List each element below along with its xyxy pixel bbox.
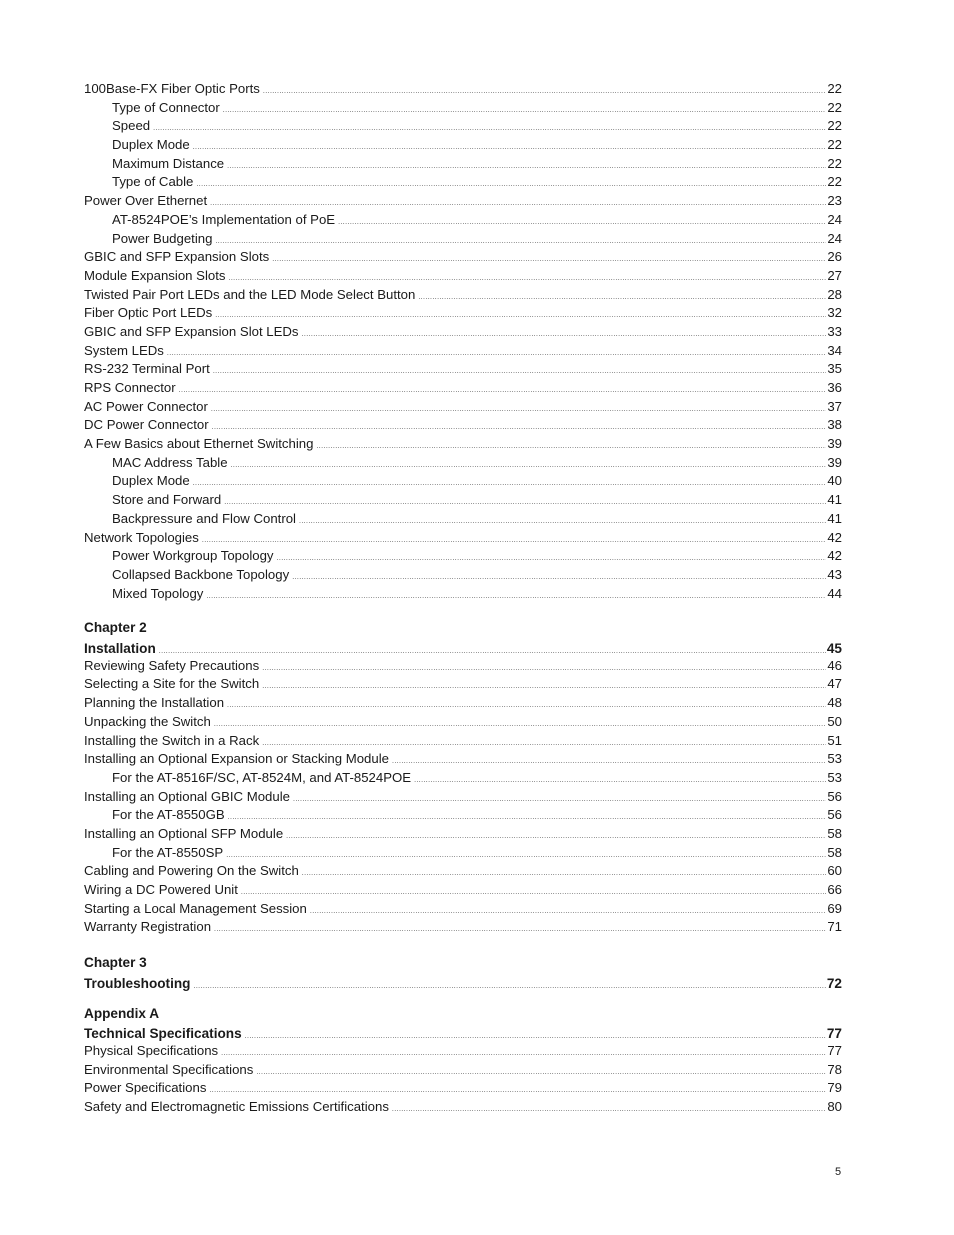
dot-leader	[299, 513, 826, 532]
dot-leader	[231, 457, 827, 476]
dot-leader	[418, 289, 826, 308]
toc-entry-title: Reviewing Safety Precautions	[84, 657, 260, 673]
toc-entry-title: Power Budgeting	[112, 230, 213, 246]
toc-entry-title: A Few Basics about Ethernet Switching	[84, 436, 314, 452]
toc-section-appendix-a	[84, 1042, 842, 1117]
dot-leader	[215, 307, 826, 326]
toc-entry[interactable]	[84, 713, 842, 732]
toc-entry[interactable]	[84, 750, 842, 769]
toc-entry-title: MAC Address Table	[112, 454, 228, 470]
toc-entry-title: Twisted Pair Port LEDs and the LED Mode Select Button	[84, 286, 416, 302]
toc-entry-page: 42	[827, 548, 842, 564]
toc-entry-title: 100Base-FX Fiber Optic Ports	[84, 81, 260, 96]
toc-entry-page: 42	[827, 529, 842, 545]
dot-leader	[338, 214, 826, 233]
toc-entry-page: 22	[827, 155, 842, 171]
toc-entry-title: Store and Forward	[112, 492, 222, 508]
dot-leader	[277, 550, 827, 569]
toc-entry[interactable]	[84, 155, 842, 174]
toc-section-chapter-2	[84, 657, 842, 937]
toc-entry-title: GBIC and SFP Expansion Slots	[84, 249, 270, 265]
toc-entry-title: Power Over Ethernet	[84, 193, 208, 209]
toc-entry-title: Installation	[84, 640, 156, 656]
toc-entry[interactable]	[84, 585, 842, 604]
toc-entry[interactable]	[84, 1042, 842, 1061]
dot-leader	[310, 903, 826, 922]
toc-entry-page: 77	[826, 1026, 842, 1042]
toc-entry[interactable]	[84, 1079, 842, 1098]
toc-entry-title: System LEDs	[84, 342, 164, 358]
dot-leader	[316, 438, 826, 457]
table-of-contents	[84, 80, 842, 1117]
toc-entry[interactable]	[84, 788, 842, 807]
toc-entry-page: 23	[827, 193, 842, 209]
toc-entry-page: 22	[827, 81, 842, 96]
toc-entry-title: Wiring a DC Powered Unit	[84, 882, 238, 897]
appendix-a-title-entry[interactable]	[84, 1025, 842, 1042]
dot-leader	[241, 884, 826, 903]
chapter-2-label: Chapter 2	[84, 620, 147, 636]
toc-entry-page: 58	[827, 844, 842, 860]
toc-entry[interactable]	[84, 900, 842, 919]
toc-entry[interactable]	[84, 286, 842, 305]
toc-entry-page: 26	[827, 249, 842, 265]
toc-entry[interactable]	[84, 881, 842, 900]
dot-leader	[214, 921, 826, 940]
toc-entry[interactable]	[84, 472, 842, 491]
toc-entry[interactable]	[84, 173, 842, 192]
dot-leader	[392, 1101, 826, 1120]
toc-entry-page: 79	[827, 1080, 842, 1096]
chapter-3-title-entry[interactable]	[84, 975, 842, 992]
toc-entry-title: Physical Specifications	[84, 1043, 219, 1059]
dot-leader	[272, 251, 826, 270]
dot-leader	[215, 233, 826, 252]
toc-entry[interactable]	[84, 844, 842, 863]
toc-entry-page: 69	[827, 900, 842, 916]
toc-entry-title: For the AT-8550SP	[112, 844, 224, 860]
toc-entry[interactable]	[84, 694, 842, 713]
toc-entry-page: 48	[827, 695, 842, 711]
toc-entry-page: 56	[827, 788, 842, 804]
toc-entry-page: 44	[827, 585, 842, 601]
toc-entry[interactable]	[84, 1098, 842, 1117]
toc-entry-title: Planning the Installation	[84, 695, 225, 711]
toc-entry-title: Power Workgroup Topology	[112, 548, 274, 564]
toc-entry[interactable]	[84, 342, 842, 361]
toc-entry-title: Selecting a Site for the Switch	[84, 676, 260, 692]
toc-entry-page: 38	[827, 417, 842, 433]
toc-entry-title: AT-8524POE’s Implementation of PoE	[112, 211, 336, 227]
toc-entry-page: 40	[827, 473, 842, 489]
dot-leader	[167, 345, 826, 364]
toc-entry-page: 46	[827, 657, 842, 673]
dot-leader	[193, 139, 827, 158]
dot-leader	[302, 326, 827, 345]
toc-entry-title: RS-232 Terminal Port	[84, 361, 210, 377]
toc-entry-title: Collapsed Backbone Topology	[112, 566, 290, 582]
page-number: 5	[835, 1166, 842, 1178]
toc-entry-page: 24	[827, 211, 842, 227]
toc-entry[interactable]	[84, 416, 842, 435]
toc-entry-page: 43	[827, 566, 842, 582]
toc-entry-page: 37	[827, 398, 842, 414]
toc-entry[interactable]	[84, 192, 842, 211]
toc-entry-title: For the AT-8550GB	[112, 807, 225, 823]
dot-leader	[211, 401, 826, 420]
toc-entry-page: 32	[827, 305, 842, 321]
toc-entry[interactable]	[84, 80, 842, 99]
toc-entry[interactable]	[84, 323, 842, 342]
toc-section-intro	[84, 80, 842, 603]
dot-leader	[202, 532, 826, 551]
toc-entry-page: 41	[827, 510, 842, 526]
toc-entry-page: 47	[827, 676, 842, 692]
toc-entry-page: 51	[827, 732, 842, 748]
dot-leader	[262, 660, 826, 679]
toc-entry[interactable]	[84, 211, 842, 230]
toc-entry-title: Duplex Mode	[112, 137, 190, 153]
chapter-2-title-entry[interactable]	[84, 640, 842, 657]
toc-entry[interactable]	[84, 675, 842, 694]
dot-leader	[227, 158, 826, 177]
dot-leader	[213, 363, 827, 382]
toc-entry-title: Warranty Registration	[84, 919, 212, 935]
toc-entry-page: 60	[827, 863, 842, 879]
toc-entry[interactable]	[84, 769, 842, 788]
toc-entry-title: Installing an Optional GBIC Module	[84, 788, 290, 804]
toc-entry[interactable]	[84, 360, 842, 379]
toc-entry-page: 22	[827, 118, 842, 134]
chapter-3-label: Chapter 3	[84, 955, 147, 971]
toc-entry-page: 50	[827, 713, 842, 729]
toc-entry[interactable]	[84, 435, 842, 454]
toc-entry-title: Power Specifications	[84, 1080, 207, 1096]
toc-entry[interactable]	[84, 547, 842, 566]
toc-entry[interactable]	[84, 806, 842, 825]
toc-entry-title: Unpacking the Switch	[84, 713, 211, 729]
toc-entry-page: 28	[827, 286, 842, 302]
toc-entry-title: Mixed Topology	[112, 585, 204, 601]
toc-entry[interactable]	[84, 267, 842, 286]
dot-leader	[214, 716, 827, 735]
toc-entry-title: Technical Specifications	[84, 1026, 242, 1042]
toc-entry-page: 36	[827, 380, 842, 395]
toc-entry[interactable]	[84, 248, 842, 267]
toc-entry-page: 41	[827, 492, 842, 508]
toc-entry-title: Fiber Optic Port LEDs	[84, 305, 213, 321]
toc-entry-title: Safety and Electromagnetic Emissions Certifications	[84, 1099, 389, 1115]
dot-leader	[206, 588, 826, 607]
toc-entry-title: Cabling and Powering On the Switch	[84, 863, 299, 879]
toc-entry-title: Type of Connector	[112, 99, 220, 115]
dot-leader	[263, 83, 826, 102]
dot-leader	[292, 569, 826, 588]
toc-entry[interactable]	[84, 825, 842, 844]
dot-leader	[245, 1028, 826, 1045]
toc-entry-page: 53	[827, 751, 842, 767]
toc-entry-title: AC Power Connector	[84, 398, 208, 414]
dot-leader	[227, 697, 826, 716]
dot-leader	[228, 809, 827, 828]
toc-entry-page: 22	[827, 99, 842, 115]
toc-entry-title: Network Topologies	[84, 529, 199, 545]
dot-leader	[221, 1045, 826, 1064]
toc-entry[interactable]	[84, 454, 842, 473]
toc-entry-title: Duplex Mode	[112, 473, 190, 489]
dot-leader	[223, 102, 827, 121]
toc-entry-title: DC Power Connector	[84, 417, 209, 433]
toc-entry[interactable]	[84, 862, 842, 881]
toc-entry-title: Installing an Optional Expansion or Stacking Module	[84, 751, 389, 767]
dot-leader	[262, 678, 826, 697]
dot-leader	[286, 828, 826, 847]
toc-entry-page: 39	[827, 454, 842, 470]
toc-entry-page: 27	[827, 267, 842, 283]
dot-leader	[224, 494, 826, 513]
toc-entry[interactable]	[84, 1061, 842, 1080]
toc-entry-page: 35	[827, 361, 842, 377]
toc-entry-title: For the AT-8516F/SC, AT-8524M, and AT-8524POE	[112, 769, 412, 785]
toc-entry-title: Speed	[112, 118, 151, 134]
toc-entry-page: 33	[827, 323, 842, 339]
toc-entry[interactable]	[84, 732, 842, 751]
toc-entry-page: 56	[827, 807, 842, 823]
toc-entry[interactable]	[84, 491, 842, 510]
toc-entry[interactable]	[84, 304, 842, 323]
dot-leader	[193, 978, 825, 995]
toc-entry[interactable]	[84, 379, 842, 398]
toc-entry-title: Environmental Specifications	[84, 1061, 254, 1077]
toc-entry-page: 72	[826, 975, 842, 991]
toc-entry-page: 66	[827, 882, 842, 897]
dot-leader	[414, 772, 826, 791]
toc-entry-title: Starting a Local Management Session	[84, 900, 307, 916]
dot-leader	[196, 176, 826, 195]
dot-leader	[392, 753, 826, 772]
toc-entry[interactable]	[84, 230, 842, 249]
toc-entry-page: 53	[827, 769, 842, 785]
toc-entry-page: 39	[827, 436, 842, 452]
toc-entry[interactable]	[84, 510, 842, 529]
toc-entry-title: Backpressure and Flow Control	[112, 510, 296, 526]
toc-entry-page: 80	[827, 1099, 842, 1115]
dot-leader	[226, 847, 826, 866]
toc-entry-title: Module Expansion Slots	[84, 267, 226, 283]
toc-entry-title: Maximum Distance	[112, 155, 225, 171]
dot-leader	[193, 475, 827, 494]
toc-entry-page: 45	[826, 640, 842, 656]
toc-entry-title: Type of Cable	[112, 174, 194, 190]
toc-entry-title: GBIC and SFP Expansion Slot LEDs	[84, 323, 299, 339]
dot-leader	[153, 120, 826, 139]
toc-entry[interactable]	[84, 136, 842, 155]
toc-entry[interactable]	[84, 918, 842, 937]
dot-leader	[179, 382, 827, 401]
toc-entry-title: RPS Connector	[84, 380, 176, 395]
toc-entry-page: 77	[827, 1043, 842, 1059]
toc-entry-title: Installing the Switch in a Rack	[84, 732, 260, 748]
dot-leader	[256, 1064, 826, 1083]
appendix-a-label: Appendix A	[84, 1005, 160, 1021]
toc-entry[interactable]	[84, 398, 842, 417]
toc-entry-page: 34	[827, 342, 842, 358]
dot-leader	[293, 791, 826, 810]
toc-entry[interactable]	[84, 566, 842, 585]
toc-entry[interactable]	[84, 117, 842, 136]
toc-entry-page: 24	[827, 230, 842, 246]
toc-entry-page: 22	[827, 137, 842, 153]
toc-entry-page: 58	[827, 825, 842, 841]
toc-entry[interactable]	[84, 99, 842, 118]
toc-entry-page: 71	[827, 919, 842, 935]
toc-entry-title: Troubleshooting	[84, 975, 191, 991]
toc-entry-title: Installing an Optional SFP Module	[84, 825, 284, 841]
toc-entry[interactable]	[84, 529, 842, 548]
toc-entry-page: 22	[827, 174, 842, 190]
toc-entry[interactable]	[84, 657, 842, 676]
dot-leader	[302, 865, 827, 884]
toc-entry-page: 78	[827, 1061, 842, 1077]
